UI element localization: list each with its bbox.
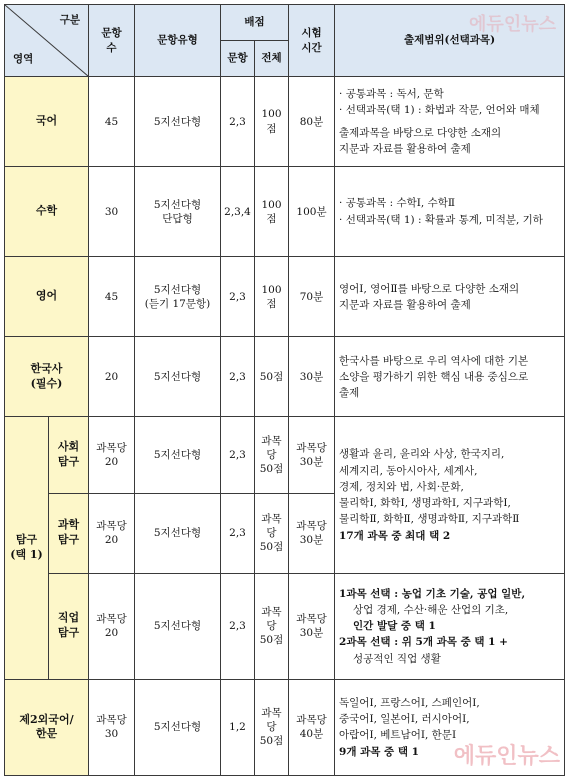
points-math: 2,3,4 — [221, 167, 255, 257]
time-vocational: 과목당 30분 — [289, 573, 335, 679]
type-science: 5지선다형 — [135, 493, 221, 573]
scope-foreign: 독일어Ⅰ, 프랑스어Ⅰ, 스페인어Ⅰ, 중국어Ⅰ, 일본어Ⅰ, 러시아어Ⅰ, 아랍어Ⅰ, 베트남어Ⅰ, 한문Ⅰ 9개 과목 중 택 1 — [335, 679, 565, 775]
points-english: 2,3 — [221, 257, 255, 337]
table-row-english — [5, 257, 565, 337]
type-vocational: 5지선다형 — [135, 573, 221, 679]
header-yeongyeok: 영역 — [13, 52, 34, 65]
scope-social-science: 생활과 윤리, 윤리와 사상, 한국지리, 세계지리, 동아시아사, 세계사, 경제, 정치와 법, 사회·문화, 물리학Ⅰ, 화학Ⅰ, 생명과학Ⅰ, 지구과학Ⅰ, 물리학Ⅱ, 화학Ⅱ, 생명과학Ⅱ, 지구과학Ⅱ 17개 과목 중 최대 택 2 — [335, 417, 565, 573]
count-korean: 45 — [89, 77, 135, 167]
exam-overview-table — [4, 4, 565, 776]
header-baejeom: 배점 — [221, 5, 289, 41]
time-english: 70분 — [289, 257, 335, 337]
scope-english: 영어Ⅰ, 영어Ⅱ를 바탕으로 다양한 소재의 지문과 자료를 활용하여 출제 — [335, 257, 565, 337]
time-math: 100분 — [289, 167, 335, 257]
points-science: 2,3 — [221, 493, 255, 573]
header-chulje-beomwi: 출제범위(선택과목) — [335, 5, 565, 77]
total-korean: 100점 — [255, 77, 289, 167]
type-history: 5지선다형 — [135, 337, 221, 417]
header-munhang-yuhyeong: 문항유형 — [135, 5, 221, 77]
total-vocational: 과목당 50점 — [255, 573, 289, 679]
count-history: 20 — [89, 337, 135, 417]
table-row-social-inquiry — [5, 417, 565, 493]
header-gubun: 구분 — [59, 14, 80, 26]
total-math: 100점 — [255, 167, 289, 257]
total-english: 100점 — [255, 257, 289, 337]
points-social: 2,3 — [221, 417, 255, 493]
area-korean: 국어 — [5, 77, 89, 167]
total-foreign: 과목당 50점 — [255, 679, 289, 775]
type-korean: 5지선다형 — [135, 77, 221, 167]
points-vocational: 2,3 — [221, 573, 255, 679]
area-math: 수학 — [5, 167, 89, 257]
points-history: 2,3 — [221, 337, 255, 417]
header-baejeom-munhang: 문항 — [221, 41, 255, 77]
scope-vocational: 1과목 선택 : 농업 기초 기술, 공업 일반, 상업 경제, 수산·해운 산업의 기초, 인간 발달 중 택 1 2과목 선택 : 위 5개 과목 중 택 1 + 성공적인 직업 생활 — [335, 573, 565, 679]
time-social: 과목당 30분 — [289, 417, 335, 493]
watermark-top: 에듀인뉴스 — [469, 14, 556, 35]
total-science: 과목당 50점 — [255, 493, 289, 573]
scope-korean: · 공통과목 : 독서, 문학 · 선택과목(택 1) : 화법과 작문, 언어와 매체 출제과목을 바탕으로 다양한 소재의 지문과 자료를 활용하여 출제 — [335, 77, 565, 167]
header-baejeom-jeonche: 전체 — [255, 41, 289, 77]
type-math: 5지선다형 단답형 — [135, 167, 221, 257]
area-inquiry: 탐구 (택 1) — [5, 417, 49, 679]
count-math: 30 — [89, 167, 135, 257]
time-korean: 80분 — [289, 77, 335, 167]
time-history: 30분 — [289, 337, 335, 417]
type-social: 5지선다형 — [135, 417, 221, 493]
area-foreign-language: 제2외국어/ 한문 — [5, 679, 89, 775]
count-vocational: 과목당 20 — [89, 573, 135, 679]
time-science: 과목당 30분 — [289, 493, 335, 573]
points-foreign: 1,2 — [221, 679, 255, 775]
table-row-math — [5, 167, 565, 257]
type-foreign: 5지선다형 — [135, 679, 221, 775]
table-row-vocational-inquiry — [5, 573, 565, 679]
header-munhang-su: 문항 수 — [89, 5, 135, 77]
total-history: 50점 — [255, 337, 289, 417]
exam-table-container — [4, 4, 564, 776]
table-row-korean — [5, 77, 565, 167]
area-history: 한국사 (필수) — [5, 337, 89, 417]
header-gubun-yeongyeok — [5, 5, 89, 77]
area-science-inquiry: 과학 탐구 — [49, 493, 89, 573]
area-english: 영어 — [5, 257, 89, 337]
watermark-logo: 에듀인뉴스 — [453, 744, 560, 769]
count-social: 과목당 20 — [89, 417, 135, 493]
points-korean: 2,3 — [221, 77, 255, 167]
header-siheom-sigan: 시험 시간 — [289, 5, 335, 77]
scope-math: · 공통과목 : 수학Ⅰ, 수학Ⅱ · 선택과목(택 1) : 확률과 통계, 미적분, 기하 — [335, 167, 565, 257]
time-foreign: 과목당 40분 — [289, 679, 335, 775]
table-row-history — [5, 337, 565, 417]
count-english: 45 — [89, 257, 135, 337]
count-foreign: 과목당 30 — [89, 679, 135, 775]
area-vocational-inquiry: 직업 탐구 — [49, 573, 89, 679]
total-social: 과목당 50점 — [255, 417, 289, 493]
scope-history: 한국사를 바탕으로 우리 역사에 대한 기본 소양을 평가하기 위한 핵심 내용 중심으로 출제 — [335, 337, 565, 417]
count-science: 과목당 20 — [89, 493, 135, 573]
type-english: 5지선다형 (듣기 17문항) — [135, 257, 221, 337]
area-social-inquiry: 사회 탐구 — [49, 417, 89, 493]
